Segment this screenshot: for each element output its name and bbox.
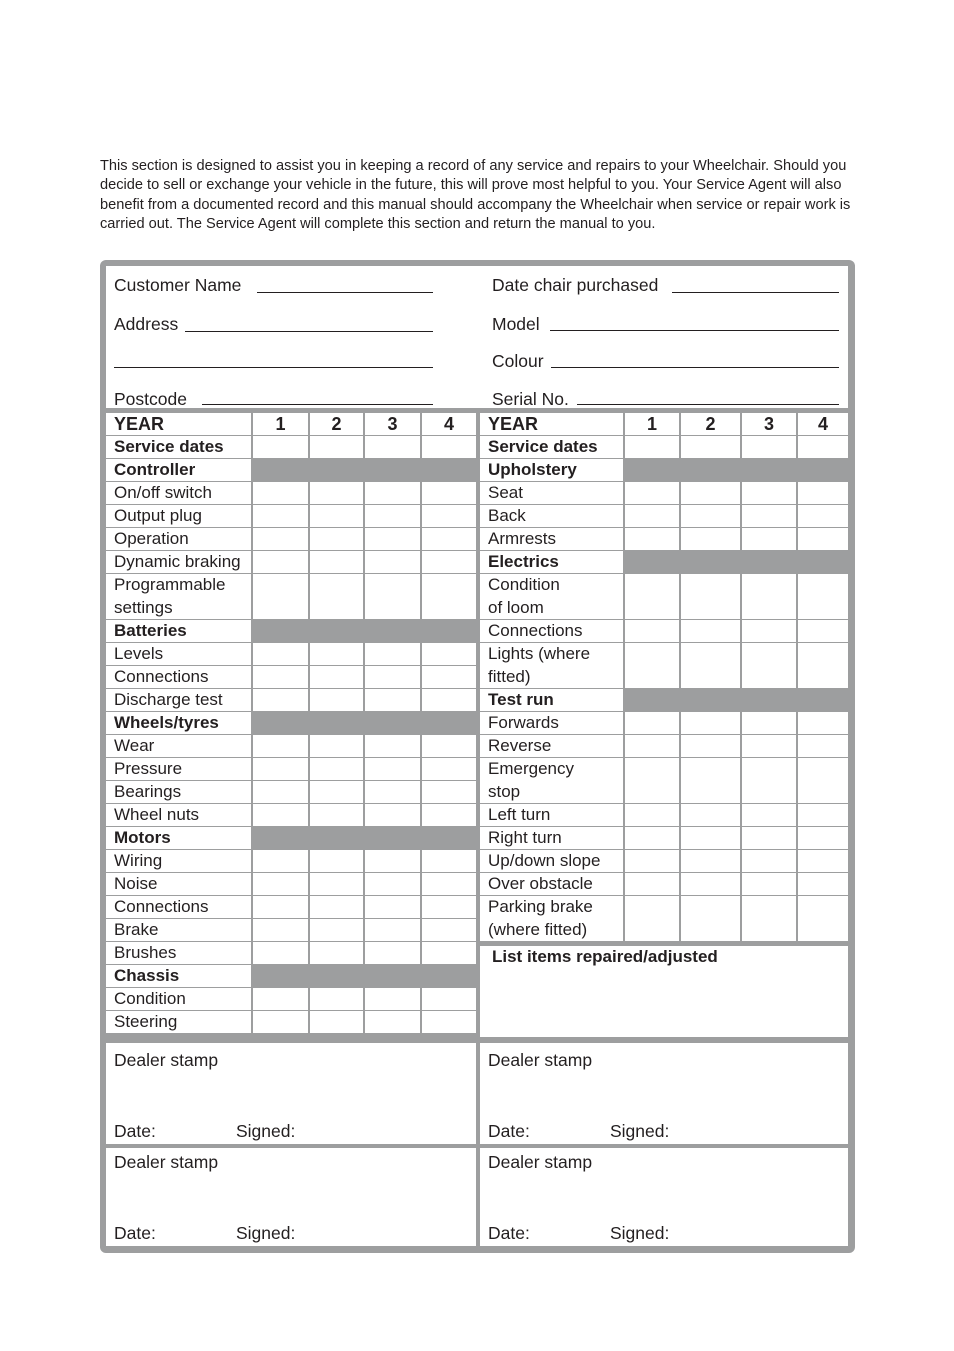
stamp-title: Dealer stamp <box>488 1050 593 1070</box>
check-cell-year-1[interactable] <box>253 873 308 895</box>
row-label-discharge-test: Discharge test <box>106 689 251 711</box>
section-band <box>253 965 476 987</box>
year-header-3: 3 <box>365 413 420 435</box>
row-label-forwards: Forwards <box>480 712 623 734</box>
check-cell-year-4[interactable] <box>422 666 476 688</box>
check-cell-year-3[interactable] <box>742 850 796 872</box>
check-cell-year-1[interactable] <box>253 758 308 780</box>
check-cell-year-2[interactable] <box>681 850 740 872</box>
check-cell-year-4[interactable] <box>798 505 848 527</box>
stamp-date-label: Date: <box>488 1223 530 1243</box>
check-cell-year-3[interactable] <box>742 574 796 619</box>
check-cell-year-2[interactable] <box>310 482 363 504</box>
row-label-programmable-settings: Programmable settings <box>106 574 251 619</box>
check-cell-year-2[interactable] <box>310 574 363 619</box>
stamp-signed-label: Signed: <box>610 1121 670 1141</box>
check-cell-year-4[interactable] <box>422 482 476 504</box>
row-label-brake: Brake <box>106 919 251 941</box>
check-cell-year-2[interactable] <box>310 436 363 458</box>
check-cell-year-3[interactable] <box>365 781 420 803</box>
check-cell-year-2[interactable] <box>310 758 363 780</box>
check-cell-year-2[interactable] <box>681 620 740 642</box>
row-label-wiring: Wiring <box>106 850 251 872</box>
check-cell-year-1[interactable] <box>625 528 679 550</box>
dealer-stamp-box-4[interactable] <box>480 1148 848 1246</box>
check-cell-year-4[interactable] <box>798 850 848 872</box>
customer-name-label: Customer Name <box>114 275 242 295</box>
row-label-wheel-nuts: Wheel nuts <box>106 804 251 826</box>
stamp-title: Dealer stamp <box>114 1152 219 1172</box>
check-cell-year-4[interactable] <box>422 896 476 918</box>
check-cell-year-3[interactable] <box>742 643 796 688</box>
row-label-left-turn: Left turn <box>480 804 623 826</box>
year-header-1: 1 <box>253 413 308 435</box>
year-header-1: 1 <box>625 413 679 435</box>
check-cell-year-1[interactable] <box>625 873 679 895</box>
check-cell-year-1[interactable] <box>625 436 679 458</box>
intro-paragraph: This section is designed to assist you in keeping a record of any service and repairs to your Wheelchair. Should you decide to sell or exchange your vehicle in the future, this will prove most helpful to you. Your Service Agent will also benefit from a documented record and this manual should accompany the Wheelchair when service or repair work is carried out. The Service Agent will complete this section and return the manual to you. <box>100 158 851 233</box>
row-label-output-plug: Output plug <box>106 505 251 527</box>
address-label: Address <box>114 314 179 334</box>
check-cell-year-2[interactable] <box>681 873 740 895</box>
check-cell-year-4[interactable] <box>422 988 476 1010</box>
check-cell-year-4[interactable] <box>798 528 848 550</box>
check-cell-year-2[interactable] <box>310 1011 363 1033</box>
check-cell-year-4[interactable] <box>422 804 476 826</box>
date-purchased-label: Date chair purchased <box>492 275 659 295</box>
check-cell-year-2[interactable] <box>681 712 740 734</box>
check-cell-year-4[interactable] <box>798 712 848 734</box>
check-cell-year-2[interactable] <box>681 896 740 941</box>
check-cell-year-3[interactable] <box>742 735 796 757</box>
check-cell-year-2[interactable] <box>681 528 740 550</box>
stamp-signed-label: Signed: <box>236 1223 296 1243</box>
check-cell-year-2[interactable] <box>310 643 363 665</box>
check-cell-year-4[interactable] <box>422 942 476 964</box>
check-cell-year-3[interactable] <box>365 528 420 550</box>
stamp-date-label: Date: <box>114 1121 156 1141</box>
check-cell-year-3[interactable] <box>365 482 420 504</box>
check-cell-year-1[interactable] <box>253 436 308 458</box>
colour-label: Colour <box>492 351 544 371</box>
check-cell-year-3[interactable] <box>365 643 420 665</box>
year-header-4: 4 <box>798 413 848 435</box>
row-label-condition: Condition <box>106 988 251 1010</box>
check-cell-year-1[interactable] <box>253 850 308 872</box>
address-field-1[interactable] <box>185 331 433 332</box>
check-cell-year-2[interactable] <box>681 735 740 757</box>
row-label-right-turn: Right turn <box>480 827 623 849</box>
check-cell-year-3[interactable] <box>742 873 796 895</box>
check-cell-year-3[interactable] <box>365 758 420 780</box>
section-band <box>625 689 848 711</box>
check-cell-year-4[interactable] <box>422 919 476 941</box>
dealer-stamp-box-1[interactable] <box>106 1043 476 1144</box>
postcode-label: Postcode <box>114 389 187 409</box>
row-label-steering: Steering <box>106 1011 251 1033</box>
check-cell-year-4[interactable] <box>422 551 476 573</box>
check-cell-year-2[interactable] <box>310 988 363 1010</box>
row-label-emergency-stop: Emergency stop <box>480 758 623 803</box>
customer-name-field[interactable] <box>257 292 433 293</box>
check-cell-year-3[interactable] <box>365 505 420 527</box>
row-label-bearings: Bearings <box>106 781 251 803</box>
row-label-over-obstacle: Over obstacle <box>480 873 623 895</box>
check-cell-year-1[interactable] <box>253 551 308 573</box>
row-label-reverse: Reverse <box>480 735 623 757</box>
dealer-stamp-box-2[interactable] <box>480 1043 848 1144</box>
row-label-batteries: Batteries <box>106 620 251 642</box>
check-cell-year-1[interactable] <box>253 896 308 918</box>
serial-field[interactable] <box>577 404 839 405</box>
address-field-2[interactable] <box>114 367 433 368</box>
check-cell-year-3[interactable] <box>365 850 420 872</box>
check-cell-year-2[interactable] <box>310 873 363 895</box>
check-cell-year-4[interactable] <box>798 735 848 757</box>
row-label-year: YEAR <box>480 413 623 435</box>
row-label-controller: Controller <box>106 459 251 481</box>
check-cell-year-4[interactable] <box>422 528 476 550</box>
check-cell-year-3[interactable] <box>365 689 420 711</box>
row-label-levels: Levels <box>106 643 251 665</box>
row-label-service-dates: Service dates <box>480 436 623 458</box>
check-cell-year-2[interactable] <box>310 666 363 688</box>
check-cell-year-3[interactable] <box>365 666 420 688</box>
section-band <box>253 827 476 849</box>
check-cell-year-3[interactable] <box>742 896 796 941</box>
check-cell-year-4[interactable] <box>798 827 848 849</box>
check-cell-year-2[interactable] <box>310 781 363 803</box>
row-label-wheels-tyres: Wheels/tyres <box>106 712 251 734</box>
check-cell-year-4[interactable] <box>422 1011 476 1033</box>
check-cell-year-1[interactable] <box>625 505 679 527</box>
row-label-pressure: Pressure <box>106 758 251 780</box>
check-cell-year-2[interactable] <box>310 735 363 757</box>
stamp-signed-label: Signed: <box>236 1121 296 1141</box>
check-cell-year-4[interactable] <box>798 643 848 688</box>
check-cell-year-1[interactable] <box>625 482 679 504</box>
check-cell-year-1[interactable] <box>253 528 308 550</box>
year-header-4: 4 <box>422 413 476 435</box>
check-cell-year-4[interactable] <box>422 643 476 665</box>
check-cell-year-3[interactable] <box>742 758 796 803</box>
check-cell-year-3[interactable] <box>742 827 796 849</box>
year-header-3: 3 <box>742 413 796 435</box>
stamp-date-label: Date: <box>114 1223 156 1243</box>
check-cell-year-2[interactable] <box>681 482 740 504</box>
check-cell-year-3[interactable] <box>742 436 796 458</box>
row-label-electrics: Electrics <box>480 551 623 573</box>
serial-label: Serial No. <box>492 389 569 409</box>
check-cell-year-3[interactable] <box>742 804 796 826</box>
service-record-form <box>100 260 855 1253</box>
row-label-connections: Connections <box>106 896 251 918</box>
section-band <box>253 712 476 734</box>
check-cell-year-4[interactable] <box>798 804 848 826</box>
check-cell-year-3[interactable] <box>365 551 420 573</box>
dealer-stamp-box-3[interactable] <box>106 1148 476 1246</box>
check-cell-year-3[interactable] <box>365 735 420 757</box>
check-cell-year-3[interactable] <box>365 873 420 895</box>
check-cell-year-2[interactable] <box>310 804 363 826</box>
check-cell-year-3[interactable] <box>742 482 796 504</box>
check-cell-year-4[interactable] <box>422 873 476 895</box>
check-cell-year-2[interactable] <box>310 505 363 527</box>
section-band <box>253 620 476 642</box>
check-cell-year-3[interactable] <box>742 620 796 642</box>
check-cell-year-2[interactable] <box>310 896 363 918</box>
row-label-seat: Seat <box>480 482 623 504</box>
model-label: Model <box>492 314 540 334</box>
check-cell-year-1[interactable] <box>253 689 308 711</box>
check-cell-year-4[interactable] <box>798 574 848 619</box>
check-cell-year-1[interactable] <box>625 850 679 872</box>
check-cell-year-2[interactable] <box>310 942 363 964</box>
check-cell-year-2[interactable] <box>681 643 740 688</box>
date-purchased-field[interactable] <box>672 292 839 293</box>
row-label-connections: Connections <box>106 666 251 688</box>
row-label-service-dates: Service dates <box>106 436 251 458</box>
stamp-title: Dealer stamp <box>114 1050 219 1070</box>
check-cell-year-2[interactable] <box>310 689 363 711</box>
check-cell-year-1[interactable] <box>253 735 308 757</box>
check-cell-year-4[interactable] <box>798 620 848 642</box>
check-cell-year-1[interactable] <box>625 643 679 688</box>
check-cell-year-1[interactable] <box>625 735 679 757</box>
check-cell-year-1[interactable] <box>253 666 308 688</box>
check-cell-year-1[interactable] <box>253 505 308 527</box>
check-cell-year-4[interactable] <box>798 873 848 895</box>
check-cell-year-3[interactable] <box>365 988 420 1010</box>
check-cell-year-4[interactable] <box>798 896 848 941</box>
check-cell-year-1[interactable] <box>625 620 679 642</box>
check-cell-year-1[interactable] <box>625 804 679 826</box>
check-cell-year-4[interactable] <box>422 758 476 780</box>
check-cell-year-2[interactable] <box>681 804 740 826</box>
check-cell-year-1[interactable] <box>625 827 679 849</box>
check-cell-year-3[interactable] <box>365 1011 420 1033</box>
row-label-back: Back <box>480 505 623 527</box>
row-label-condition-of-loom: Condition of loom <box>480 574 623 619</box>
check-cell-year-1[interactable] <box>253 919 308 941</box>
colour-field[interactable] <box>551 367 839 368</box>
check-cell-year-3[interactable] <box>742 712 796 734</box>
check-cell-year-3[interactable] <box>365 896 420 918</box>
check-cell-year-4[interactable] <box>798 482 848 504</box>
check-cell-year-1[interactable] <box>253 804 308 826</box>
row-label-on-off-switch: On/off switch <box>106 482 251 504</box>
check-cell-year-4[interactable] <box>422 735 476 757</box>
check-cell-year-2[interactable] <box>310 528 363 550</box>
stamp-signed-label: Signed: <box>610 1223 670 1243</box>
row-label-dynamic-braking: Dynamic braking <box>106 551 251 573</box>
check-cell-year-4[interactable] <box>422 574 476 619</box>
check-cell-year-2[interactable] <box>310 919 363 941</box>
row-label-operation: Operation <box>106 528 251 550</box>
check-cell-year-1[interactable] <box>253 781 308 803</box>
row-label-brushes: Brushes <box>106 942 251 964</box>
check-cell-year-3[interactable] <box>365 942 420 964</box>
check-cell-year-3[interactable] <box>365 574 420 619</box>
model-field[interactable] <box>550 330 839 331</box>
row-label-noise: Noise <box>106 873 251 895</box>
check-cell-year-4[interactable] <box>798 758 848 803</box>
section-band <box>625 551 848 573</box>
postcode-field[interactable] <box>202 404 433 405</box>
check-cell-year-3[interactable] <box>365 919 420 941</box>
row-label-lights-where-fitted: Lights (where fitted) <box>480 643 623 688</box>
year-header-2: 2 <box>310 413 363 435</box>
check-cell-year-4[interactable] <box>798 436 848 458</box>
year-header-2: 2 <box>681 413 740 435</box>
check-cell-year-1[interactable] <box>625 758 679 803</box>
row-label-connections: Connections <box>480 620 623 642</box>
check-cell-year-2[interactable] <box>681 827 740 849</box>
check-cell-year-1[interactable] <box>253 574 308 619</box>
section-band <box>625 459 848 481</box>
repairs-label: List items repaired/adjusted <box>492 947 718 966</box>
stamp-title: Dealer stamp <box>488 1152 593 1172</box>
check-cell-year-2[interactable] <box>681 505 740 527</box>
check-cell-year-3[interactable] <box>365 436 420 458</box>
row-label-armrests: Armrests <box>480 528 623 550</box>
check-cell-year-2[interactable] <box>310 551 363 573</box>
repairs-panel[interactable] <box>480 946 848 1037</box>
row-label-up-down-slope: Up/down slope <box>480 850 623 872</box>
check-cell-year-4[interactable] <box>422 436 476 458</box>
customer-info-panel <box>106 266 848 408</box>
section-band <box>253 459 476 481</box>
row-label-test-run: Test run <box>480 689 623 711</box>
check-cell-year-2[interactable] <box>681 436 740 458</box>
row-label-parking-brake-where-fitted: Parking brake (where fitted) <box>480 896 623 941</box>
check-cell-year-1[interactable] <box>625 574 679 619</box>
check-cell-year-1[interactable] <box>253 643 308 665</box>
check-cell-year-1[interactable] <box>253 988 308 1010</box>
check-cell-year-1[interactable] <box>253 942 308 964</box>
row-label-motors: Motors <box>106 827 251 849</box>
stamp-date-label: Date: <box>488 1121 530 1141</box>
check-cell-year-4[interactable] <box>422 850 476 872</box>
check-cell-year-2[interactable] <box>681 758 740 803</box>
check-cell-year-1[interactable] <box>625 896 679 941</box>
check-cell-year-4[interactable] <box>422 505 476 527</box>
check-cell-year-3[interactable] <box>742 505 796 527</box>
check-cell-year-3[interactable] <box>742 528 796 550</box>
row-label-wear: Wear <box>106 735 251 757</box>
check-cell-year-2[interactable] <box>681 574 740 619</box>
row-label-year: YEAR <box>106 413 251 435</box>
check-cell-year-1[interactable] <box>625 712 679 734</box>
row-label-upholstery: Upholstery <box>480 459 623 481</box>
check-cell-year-4[interactable] <box>422 781 476 803</box>
check-cell-year-1[interactable] <box>253 482 308 504</box>
check-cell-year-3[interactable] <box>365 804 420 826</box>
check-cell-year-2[interactable] <box>310 850 363 872</box>
row-label-chassis: Chassis <box>106 965 251 987</box>
check-cell-year-1[interactable] <box>253 1011 308 1033</box>
check-cell-year-4[interactable] <box>422 689 476 711</box>
